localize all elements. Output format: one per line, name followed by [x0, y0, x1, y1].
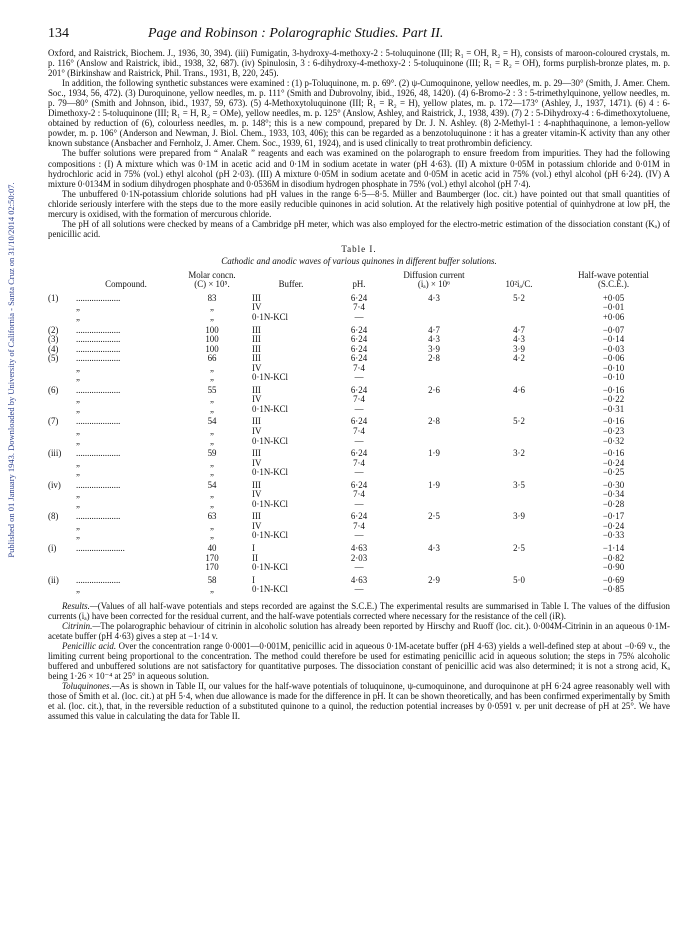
intro-section	[48, 48, 670, 239]
row-concentration: „	[210, 403, 214, 414]
row-compound: ....................	[76, 384, 121, 395]
row-diffusion: 2·8	[428, 353, 440, 364]
row-concentration: „	[210, 302, 214, 313]
row-halfwave: −0·03	[602, 343, 625, 354]
row-compound: „	[76, 435, 80, 446]
row-halfwave: −0·28	[602, 498, 625, 509]
row-diffusion: 1·9	[428, 448, 440, 459]
row-buffer: III	[252, 511, 261, 522]
row-halfwave: −0·24	[602, 520, 625, 531]
row-compound: ....................	[76, 479, 121, 490]
row-concentration: „	[210, 520, 214, 531]
table-row	[48, 468, 670, 478]
row-buffer: II	[252, 552, 258, 563]
row-concentration: 170	[205, 552, 219, 563]
row-halfwave: −0·10	[602, 362, 625, 373]
row-compound: ....................	[76, 448, 121, 459]
row-buffer: IV	[252, 362, 262, 373]
table-row	[48, 437, 670, 447]
row-ratio: 3·5	[513, 479, 525, 490]
row-ratio	[481, 459, 557, 469]
data-table	[48, 270, 670, 595]
row-concentration: 170	[205, 562, 219, 573]
row-id: (iii)	[48, 448, 62, 459]
row-ph: 7·4	[353, 302, 365, 313]
row-diffusion	[387, 459, 481, 469]
row-id	[48, 490, 76, 500]
row-compound: „	[76, 372, 80, 383]
row-compound	[76, 563, 176, 573]
row-ratio	[481, 395, 557, 405]
table-caption: Table I.	[341, 243, 377, 254]
header-compound: Compound.	[105, 279, 147, 290]
row-diffusion	[387, 427, 481, 437]
row-halfwave: −0·06	[602, 353, 625, 364]
row-ratio	[481, 373, 557, 383]
row-ratio	[481, 364, 557, 374]
row-diffusion	[387, 522, 481, 532]
row-diffusion: 4·3	[428, 334, 440, 345]
row-id: (3)	[48, 334, 59, 345]
row-buffer: 0·1N-KCl	[252, 562, 288, 573]
row-ph: —	[354, 311, 364, 322]
row-id: (2)	[48, 324, 59, 335]
row-concentration: „	[210, 426, 214, 436]
row-halfwave: −0·31	[602, 403, 625, 414]
row-diffusion: 2·6	[428, 384, 440, 395]
row-ratio	[481, 585, 557, 595]
row-id	[48, 531, 76, 541]
row-buffer: III	[252, 292, 261, 303]
intro-paragraph: The buffer solutions were prepared from “ AnalaR ” reagents and each was examined on the polarograph to ensure freedom from impurities. They had the following compositions : (I) A mixture which was 0·1M in acetic acid and 0·1M in sodium acetate in water (pH 4·63). (II) A mixture 0·05M in potassium chloride and 0·01M in hydrochloric acid in 75% (vol.) ethyl alcohol (pH 2·03). (III) A mixture 0·05M in sodium acetate and 0·05M in acetic acid in 75% (vol.) ethyl alcohol (pH 6·24). (IV) A mixture 0·0134M in sodium dihydrogen phosphate and 0·0536M in disodium hydrogen phosphate in 75% (vol.) ethyl alcohol (pH 7·4).	[48, 148, 670, 189]
row-compound: ......................	[76, 543, 125, 554]
row-compound: ....................	[76, 511, 121, 522]
row-diffusion: 4·3	[428, 543, 440, 554]
row-concentration: „	[210, 311, 214, 322]
row-compound: „	[76, 530, 80, 541]
row-halfwave: −0·33	[602, 530, 625, 541]
table-row	[48, 446, 670, 459]
row-compound: „	[76, 403, 80, 414]
row-compound: ....................	[76, 353, 121, 364]
row-ph: 6·24	[350, 324, 368, 335]
penicillic-paragraph: Penicillic acid. Over the concentration range 0·0001—0·001M, penicillic acid in aqueous 0·1M-acetate buffer (pH 4·63) yields a well-defined step at about −0·69 v., the limiting current being proportional to the concentration. The method could therefore be used for estimating penicillic acid in aqueous solution; the steps in 75% alcoholic buffered and unbuffered solutions are not satisfactory for quantitative purposes. The dissociation constant of penicillic acid was also determined; it is not a strong acid, Kₐ being 1·26 × 10⁻⁴ at 25° in aqueous solution.	[48, 640, 670, 682]
row-diffusion	[387, 364, 481, 374]
row-ph: 2·03	[350, 552, 368, 563]
row-id	[48, 563, 76, 573]
row-compound: ....................	[76, 292, 121, 303]
row-buffer: III	[252, 448, 261, 459]
row-ph: 6·24	[350, 448, 368, 459]
row-ratio	[481, 313, 557, 323]
row-concentration: 55	[207, 384, 217, 395]
row-halfwave: −0·32	[602, 435, 625, 446]
row-ph: —	[354, 372, 364, 383]
row-ph: 6·24	[350, 334, 368, 345]
row-diffusion	[387, 554, 481, 564]
row-concentration: 83	[207, 292, 217, 303]
row-diffusion	[387, 303, 481, 313]
row-diffusion: 2·8	[428, 416, 440, 427]
results-section	[48, 601, 670, 722]
row-diffusion	[387, 531, 481, 541]
results-paragraph: Results.—(Values of all half-wave potentials and steps recorded are against the S.C.E.) The experimental results are summarised in Table I. The values of the diffusion currents (iₐ) have been corrected for the residual current, and the half-wave potentials corrected where necessary for the resistance of the cell (iR).	[48, 600, 670, 621]
row-ratio: 3·2	[513, 448, 525, 459]
row-id	[48, 303, 76, 313]
table-row	[48, 541, 670, 554]
row-ph: 6·24	[350, 511, 368, 522]
row-ratio: 4·6	[513, 384, 525, 395]
row-id: (8)	[48, 511, 59, 522]
row-compound: ....................	[76, 574, 121, 585]
row-compound	[76, 554, 176, 564]
row-ph: 4·63	[350, 543, 368, 554]
row-buffer: III	[252, 324, 261, 335]
row-buffer: 0·1N-KCl	[252, 403, 288, 414]
row-ph: —	[354, 584, 364, 595]
row-compound: „	[76, 362, 80, 373]
row-id	[48, 554, 76, 564]
row-id	[48, 522, 76, 532]
row-ratio	[481, 563, 557, 573]
row-ratio: 5·2	[513, 416, 525, 427]
row-buffer: IV	[252, 302, 262, 313]
row-concentration: 59	[207, 448, 217, 459]
row-ratio: 4·7	[513, 324, 525, 335]
row-diffusion: 4·7	[428, 324, 440, 335]
table-row	[48, 500, 670, 510]
row-concentration: „	[210, 467, 214, 478]
intro-paragraph: The unbuffered 0·1N-potassium chloride solutions had pH values in the range 6·5—8·5. Müller and Baumberger (loc. cit.) have pointed out that small quantities of chloride seriously interfere with the steps due to the more easily reducible quinones in acid solution. At the relatively high positive potential of quinhydrone at low pH, the mercury is oxidised, with the formation of mercurous chloride.	[48, 188, 670, 219]
row-ratio: 4·2	[513, 353, 525, 364]
page	[48, 26, 670, 721]
row-diffusion	[387, 373, 481, 383]
row-id	[48, 313, 76, 323]
row-id	[48, 373, 76, 383]
row-id	[48, 427, 76, 437]
row-ratio	[481, 554, 557, 564]
row-compound: ....................	[76, 416, 121, 427]
row-concentration: 54	[207, 416, 217, 427]
row-ph: —	[354, 467, 364, 478]
row-halfwave: +0·06	[602, 311, 625, 322]
row-buffer: I	[252, 574, 255, 585]
download-notice	[4, 120, 18, 620]
row-buffer: IV	[252, 457, 262, 468]
row-concentration: 100	[205, 343, 219, 354]
row-compound: „	[76, 457, 80, 468]
row-halfwave: −0·07	[602, 324, 625, 335]
row-ph: —	[354, 530, 364, 541]
row-halfwave: −0·85	[602, 584, 625, 595]
table-header-row	[48, 270, 670, 291]
row-halfwave: −0·23	[602, 426, 625, 436]
row-buffer: IV	[252, 426, 262, 436]
row-concentration: „	[210, 435, 214, 446]
row-halfwave: +0·05	[602, 292, 625, 303]
row-ratio	[481, 427, 557, 437]
row-halfwave: −0·30	[602, 479, 625, 490]
row-ratio	[481, 522, 557, 532]
row-ratio	[481, 468, 557, 478]
row-concentration: „	[210, 584, 214, 595]
row-concentration: 100	[205, 334, 219, 345]
row-halfwave: −0·90	[602, 562, 625, 573]
row-ratio	[481, 500, 557, 510]
row-ratio: 3·9	[513, 343, 525, 354]
intro-paragraph: The pH of all solutions were checked by means of a Cambridge pH meter, which was also employed for the electro-metric estimation of the dissociation constant (Kₐ) of penicillic acid.	[48, 218, 670, 239]
row-id: (ii)	[48, 574, 59, 585]
row-diffusion: 4·3	[428, 292, 440, 303]
row-diffusion	[387, 468, 481, 478]
row-ph: —	[354, 435, 364, 446]
header-halfwave: Half-wave potential (S.C.E.).	[578, 269, 649, 290]
table-row	[48, 313, 670, 323]
row-diffusion	[387, 585, 481, 595]
row-halfwave: −0·25	[602, 467, 625, 478]
table-row	[48, 405, 670, 415]
row-compound: „	[76, 302, 80, 313]
row-id	[48, 500, 76, 510]
download-notice-text: Published on 01 January 1943. Downloaded by University of California - Santa Cruz on 31/10/2014 02:50:07.	[6, 182, 16, 558]
row-halfwave: −0·24	[602, 457, 625, 468]
row-ph: 7·4	[353, 394, 365, 405]
table-body	[48, 291, 670, 595]
row-ph: 7·4	[353, 457, 365, 468]
row-buffer: III	[252, 384, 261, 395]
row-concentration: 54	[207, 479, 217, 490]
row-ph: 7·4	[353, 520, 365, 531]
row-diffusion: 1·9	[428, 479, 440, 490]
row-ratio	[481, 490, 557, 500]
row-ph: 4·63	[350, 574, 368, 585]
row-id: (7)	[48, 416, 59, 427]
citrinin-paragraph: Citrinin.—The polarographic behaviour of citrinin in alcoholic solution has already been reported by Hirschy and Ruoff (loc. cit.). 0·004M-Citrinin in an aqueous 0·1M-acetate buffer (pH 4·63) gives a step at −1·14 v.	[48, 620, 670, 641]
row-buffer: III	[252, 416, 261, 427]
row-compound: „	[76, 498, 80, 509]
intro-paragraph: Oxford, and Raistrick, Biochem. J., 1936, 30, 394). (iii) Fumigatin, 3-hydroxy-4-methoxy-2 : 5-toluquinone (III; R₁ = OH, R₂ = H), consists of maroon-coloured crystals, m. p. 116° (Anslow and Raistrick, ibid., 1938, 32, 687). (iv) Spinulosin, 3 : 6-dihydroxy-4-methoxy-2 : 5-toluquinone (III; R₁ = R₂ = OH), forms purplish-bronze plates, m. p. 201° (Birkinshaw and Raistrick, Phil. Trans., 1931, B, 220, 245).	[48, 48, 670, 79]
row-buffer: III	[252, 343, 261, 354]
row-diffusion	[387, 405, 481, 415]
row-halfwave: −0·14	[602, 334, 625, 345]
row-id: (i)	[48, 543, 57, 554]
row-halfwave: −0·34	[602, 489, 625, 500]
row-ratio	[481, 405, 557, 415]
row-ph: 7·4	[353, 362, 365, 373]
row-buffer: IV	[252, 520, 262, 531]
row-concentration: 40	[207, 543, 217, 554]
row-halfwave: −1·14	[602, 543, 625, 554]
row-ph: 7·4	[353, 489, 365, 500]
row-id	[48, 459, 76, 469]
row-diffusion	[387, 313, 481, 323]
row-ph: 7·4	[353, 426, 365, 436]
row-buffer: III	[252, 334, 261, 345]
row-concentration: „	[210, 394, 214, 405]
row-id	[48, 395, 76, 405]
row-halfwave: −0·69	[602, 574, 625, 585]
row-halfwave: −0·82	[602, 552, 625, 563]
row-buffer: 0·1N-KCl	[252, 530, 288, 541]
header-ratio: 10²iₐ/C.	[505, 279, 533, 290]
header-molar: Molar concn. (C) × 10⁵.	[188, 269, 236, 290]
row-concentration: „	[210, 457, 214, 468]
row-id	[48, 405, 76, 415]
row-ratio: 3·9	[513, 511, 525, 522]
table-row	[48, 373, 670, 383]
row-halfwave: −0·16	[602, 448, 625, 459]
row-diffusion	[387, 500, 481, 510]
row-id: (iv)	[48, 479, 61, 490]
row-compound: „	[76, 426, 80, 436]
table-row	[48, 531, 670, 541]
row-ratio: 4·3	[513, 334, 525, 345]
row-id	[48, 585, 76, 595]
row-ph: —	[354, 498, 364, 509]
row-id	[48, 468, 76, 478]
row-buffer: III	[252, 479, 261, 490]
row-compound: „	[76, 311, 80, 322]
row-ph: —	[354, 403, 364, 414]
page-number: 134	[48, 26, 69, 41]
row-concentration: 66	[207, 353, 217, 364]
row-compound: „	[76, 489, 80, 500]
row-buffer: 0·1N-KCl	[252, 467, 288, 478]
row-concentration: 63	[207, 511, 217, 522]
row-ratio	[481, 531, 557, 541]
row-id: (1)	[48, 292, 59, 303]
toluquinones-paragraph: Toluquinones.—As is shown in Table II, our values for the half-wave potentials of toluquinone, ψ-cumoquinone, and duroquinone at pH 6·24 agree reasonably well with those of Smith et al. (loc. cit.) at pH 5·4, when due allowance is made for the difference in pH. It can be shown theoretically, and has been confirmed experimentally by Smith et al. (loc. cit.), that, in the reversible reduction of a substituted quinone to a quinol, the reduction potential increases by 0·0591 v. per unit decrease of pH at 25°. We have assumed this value in calculating the data for Table II.	[48, 681, 670, 722]
row-id	[48, 364, 76, 374]
row-concentration: „	[210, 372, 214, 383]
row-compound: „	[76, 584, 80, 595]
row-buffer: 0·1N-KCl	[252, 311, 288, 322]
row-ratio: 5·2	[513, 292, 525, 303]
row-ph: 6·24	[350, 384, 368, 395]
intro-paragraph: In addition, the following synthetic substances were examined : (1) p-Toluquinone, m. p. 69°. (2) ψ-Cumoquinone, yellow needles, m. p. 29—30° (Smith, J. Amer. Chem. Soc., 1934, 56, 472). (3) Duroquinone, yellow needles, m. p. 111° (Smith and Dubrovolny, ibid., 1926, 48, 1420). (4) 6-Bromo-2 : 3 : 5-trimethylquinone, yellow needles, m. p. 79—80° (Smith and Johnson, ibid., 1937, 59, 673). (5) 4-Methoxytoluquinone (III; R₁ = R₂ = H), yellow plates, m. p. 172—173° (Ashley, J., 1937, 1471). (6) 4 : 6-Dimethoxy-2 : 5-toluquinone (III; R₁ = H, R₂ = OMe), yellow needles, m. p. 125° (Anslow, Ashley, and Raistrick, J., 1938, 439). (7) 2 : 5-Dihydroxy-4 : 6-dimethoxytoluene, obtained by reduction of (6), colourless needles, m. p. 148°; this is a new compound, prepared by Dr. J. N. Ashley. (8) 2-Methyl-1 : 4-naphthaquinone, a lemon-yellow powder, m. p. 106° (Anderson and Newman, J. Biol. Chem., 1933, 103, 406); this can be regarded as a benzotoluquinone : it has a greater vitamin-K activity than any other known substance (Ansbacher and Fernholz, J. Amer. Chem. Soc., 1939, 61, 1924), and is used clinically to treat prothrombin deficiency.	[48, 78, 670, 149]
row-buffer: I	[252, 543, 255, 554]
row-buffer: 0·1N-KCl	[252, 435, 288, 446]
row-halfwave: −0·16	[602, 384, 625, 395]
row-halfwave: −0·22	[602, 394, 625, 405]
row-diffusion: 3·9	[428, 343, 440, 354]
row-diffusion: 2·9	[428, 574, 440, 585]
row-diffusion: 2·5	[428, 511, 440, 522]
row-ph: 6·24	[350, 416, 368, 427]
row-diffusion	[387, 490, 481, 500]
row-ph: 6·24	[350, 479, 368, 490]
row-compound: „	[76, 520, 80, 531]
row-compound: ....................	[76, 324, 121, 335]
row-concentration: 100	[205, 324, 219, 335]
row-ph: 6·24	[350, 343, 368, 354]
table-subtitle: Cathodic and anodic waves of various quinones in different buffer solutions.	[221, 255, 497, 266]
header-diffusion: Diffusion current (iₐ) × 10⁶	[403, 269, 465, 290]
row-ratio: 5·0	[513, 574, 525, 585]
row-concentration: 58	[207, 574, 217, 585]
row-id: (4)	[48, 343, 59, 354]
row-ph: 6·24	[350, 353, 368, 364]
row-diffusion	[387, 563, 481, 573]
row-id	[48, 437, 76, 447]
row-compound: „	[76, 394, 80, 405]
row-ratio	[481, 303, 557, 313]
row-buffer: 0·1N-KCl	[252, 498, 288, 509]
row-buffer: IV	[252, 394, 262, 405]
row-buffer: III	[252, 353, 261, 364]
row-id: (5)	[48, 353, 59, 364]
header-buffer: Buffer.	[278, 279, 304, 290]
row-buffer: 0·1N-KCl	[252, 372, 288, 383]
running-header	[48, 26, 670, 42]
row-halfwave: −0·01	[602, 302, 625, 313]
row-concentration: „	[210, 362, 214, 373]
row-ph: 6·24	[350, 292, 368, 303]
row-id: (6)	[48, 384, 59, 395]
row-diffusion	[387, 437, 481, 447]
row-ratio: 2·5	[513, 543, 525, 554]
row-compound: ....................	[76, 334, 121, 345]
table-row	[48, 563, 670, 573]
row-halfwave: −0·10	[602, 372, 625, 383]
row-compound: ....................	[76, 343, 121, 354]
row-concentration: „	[210, 530, 214, 541]
row-buffer: IV	[252, 489, 262, 500]
row-diffusion	[387, 395, 481, 405]
row-ratio	[481, 437, 557, 447]
row-buffer: 0·1N-KCl	[252, 584, 288, 595]
running-title: Page and Robinson : Polarographic Studies. Part II.	[148, 26, 444, 41]
row-compound: „	[76, 467, 80, 478]
row-concentration: „	[210, 489, 214, 500]
row-halfwave: −0·16	[602, 416, 625, 427]
row-concentration: „	[210, 498, 214, 509]
row-ph: —	[354, 562, 364, 573]
table-row	[48, 585, 670, 595]
row-halfwave: −0·17	[602, 511, 625, 522]
header-ph: pH.	[352, 279, 366, 290]
